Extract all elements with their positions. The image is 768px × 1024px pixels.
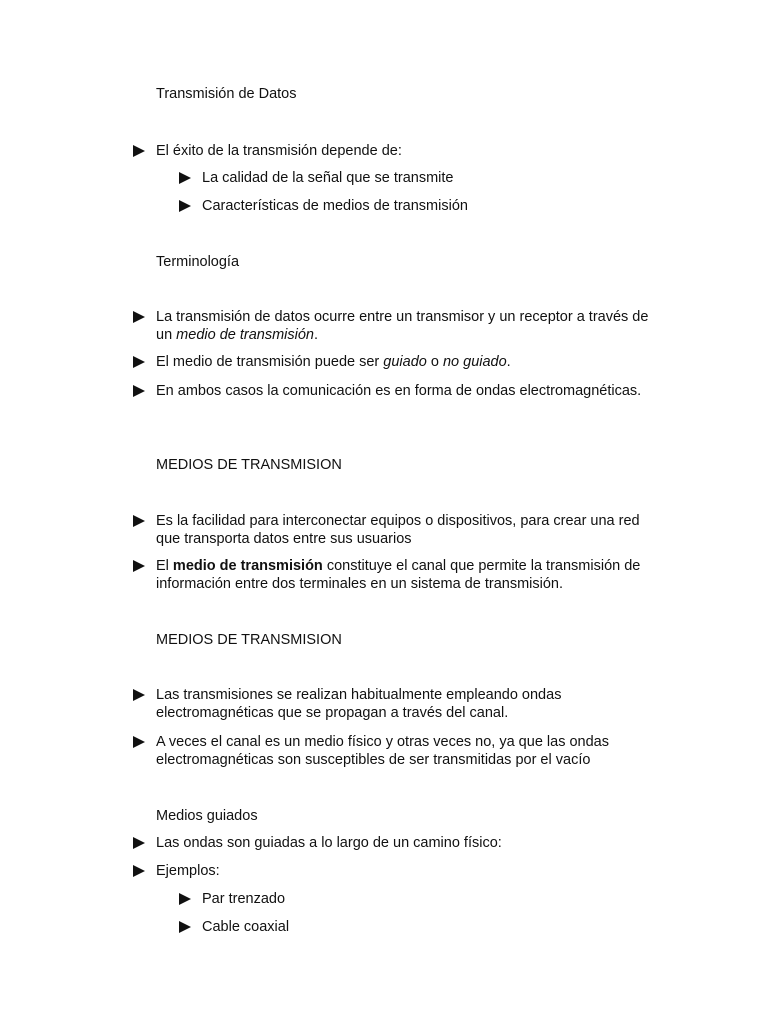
section-title: Medios guiados — [156, 808, 258, 824]
list-item: Las ondas son guiadas a lo largo de un camino físico: — [133, 834, 653, 852]
list-item: La transmisión de datos ocurre entre un transmisor y un receptor a través de un medio de transmisión. — [133, 308, 653, 344]
list-item: Las transmisiones se realizan habitualmente empleando ondas electromagnéticas que se propagan a través del canal. — [133, 686, 653, 722]
list-item: En ambos casos la comunicación es en forma de ondas electromagnéticas. — [133, 382, 653, 400]
list-item: La calidad de la señal que se transmite — [179, 169, 649, 187]
list-item: El medio de transmisión puede ser guiado o no guiado. — [133, 353, 653, 371]
bullet-arrow-icon — [133, 689, 145, 701]
bullet-arrow-icon — [179, 921, 191, 933]
section-title: MEDIOS DE TRANSMISION — [156, 632, 342, 648]
section-title: Terminología — [156, 254, 240, 270]
list-item: El medio de transmisión constituye el canal que permite la transmisión de información entre dos terminales en un sistema de transmisión. — [133, 557, 653, 593]
list-item: Ejemplos: — [133, 862, 653, 880]
bullet-arrow-icon — [133, 145, 145, 157]
section-title: MEDIOS DE TRANSMISION — [156, 457, 342, 473]
bullet-arrow-icon — [133, 736, 145, 748]
bullet-arrow-icon — [179, 893, 191, 905]
list-item: Par trenzado — [179, 890, 649, 908]
list-item: El éxito de la transmisión depende de: — [133, 142, 653, 160]
list-item: Es la facilidad para interconectar equipos o dispositivos, para crear una red que transporta datos entre sus usuarios — [133, 512, 653, 548]
bullet-arrow-icon — [133, 311, 145, 323]
bullet-arrow-icon — [133, 560, 145, 572]
list-item: Cable coaxial — [179, 918, 649, 936]
bullet-arrow-icon — [179, 200, 191, 212]
section-title: Transmisión de Datos — [156, 86, 297, 102]
bullet-arrow-icon — [133, 385, 145, 397]
bullet-arrow-icon — [133, 356, 145, 368]
bullet-arrow-icon — [179, 172, 191, 184]
list-item: A veces el canal es un medio físico y otras veces no, ya que las ondas electromagnéticas son susceptibles de ser transmitidas por el vacío — [133, 733, 653, 769]
list-item: Características de medios de transmisión — [179, 197, 649, 215]
bullet-arrow-icon — [133, 837, 145, 849]
bullet-arrow-icon — [133, 865, 145, 877]
bullet-arrow-icon — [133, 515, 145, 527]
